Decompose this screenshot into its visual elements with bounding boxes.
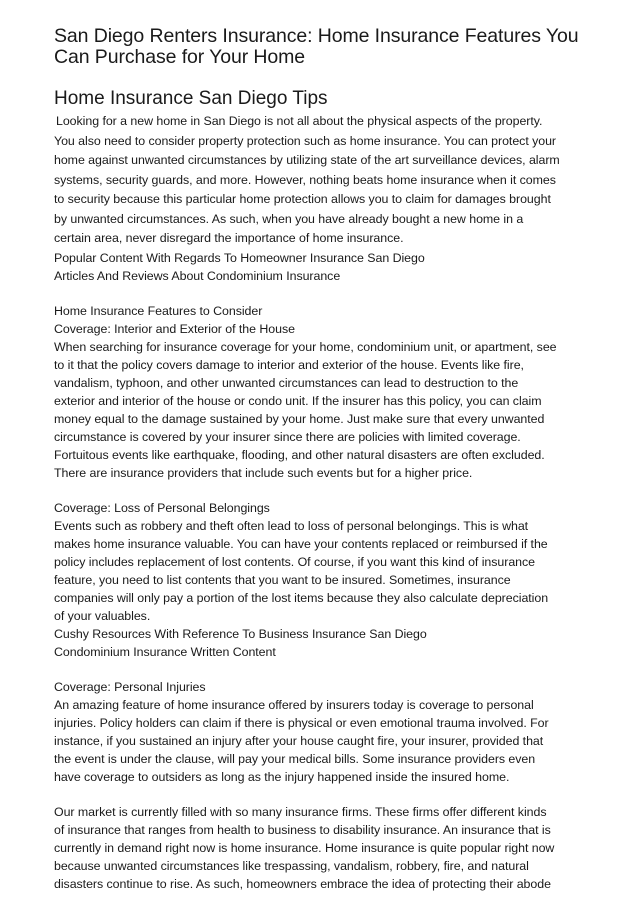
document-title	[54, 26, 594, 68]
body-line: When searching for insurance coverage for your home, condominium unit, or apartment, see	[54, 339, 557, 354]
body-line: have coverage to outsiders as long as the injury happened inside the insured home.	[54, 769, 510, 784]
body-line: injuries. Policy holders can claim if there is physical or even emotional trauma involved. For	[54, 715, 549, 730]
document-subtitle: Home Insurance San Diego Tips	[54, 88, 328, 109]
section-personal-injuries	[54, 678, 594, 786]
intro-line: You also need to consider property protection such as home insurance. You can protect your	[54, 133, 557, 148]
body-line: because unwanted circumstances like trespassing, vandalism, robbery, fire, and natural	[54, 858, 529, 873]
intro-line: Looking for a new home in San Diego is not all about the physical aspects of the property.	[56, 114, 543, 128]
related-links-1	[54, 249, 594, 285]
body-line: circumstance is covered by your insurer since there are policies with limited coverage.	[54, 429, 521, 444]
intro-line: home against unwanted circumstances by utilizing state of the art surveillance devices, alarm	[54, 153, 560, 167]
intro-line: to security because this particular home protection allows you to claim for damages brought	[54, 192, 551, 206]
body-line: disasters continue to rise. As such, homeowners embrace the idea of protecting their abode	[54, 876, 551, 891]
body-line: policy includes replacement of lost contents. Of course, if you want this kind of insurance	[54, 554, 535, 569]
body-line: of your valuables.	[54, 608, 151, 623]
section-market	[54, 803, 594, 893]
related-link[interactable]: Articles And Reviews About Condominium Insurance	[54, 268, 341, 283]
document-page	[54, 26, 594, 893]
body-line: makes home insurance valuable. You can have your contents replaced or reimbursed if the	[54, 536, 548, 551]
body-line: to it that the policy covers damage to interior and exterior of the house. Events like fire,	[54, 357, 524, 372]
section-personal-belongings	[54, 499, 594, 661]
intro-line: by unwanted circumstances. As such, when you have already bought a new home in a	[54, 211, 524, 226]
body-line: companies will only pay a portion of the lost items because they also calculate depreciation	[54, 590, 549, 605]
intro-line: certain area, never disregard the importance of home insurance.	[54, 231, 404, 245]
title-line: Can Purchase for Your Home	[54, 46, 306, 68]
title-line: San Diego Renters Insurance: Home Insurance Features You	[54, 25, 579, 47]
intro-paragraph	[54, 112, 594, 249]
body-line: the event is under the clause, will pay your medical bills. Some insurance providers even	[54, 751, 536, 766]
coverage-heading: Coverage: Interior and Exterior of the House	[54, 321, 295, 336]
body-line: money equal to the damage sustained by your home. Just make sure that every unwanted	[54, 411, 545, 426]
body-line: There are insurance providers that include such events but for a higher price.	[54, 465, 473, 480]
related-link[interactable]: Condominium Insurance Written Content	[54, 644, 276, 659]
body-line: currently in demand right now is home insurance. Home insurance is quite popular right now	[54, 840, 555, 855]
body-line: exterior and interior of the house or condo unit. If the insurer has this policy, you can claim	[54, 393, 542, 408]
body-line: of insurance that ranges from health to business to disability insurance. An insurance that is	[54, 822, 551, 837]
section-heading: Home Insurance Features to Consider	[54, 303, 263, 318]
body-line: feature, you need to list contents that you want to be insured. Sometimes, insurance	[54, 572, 511, 587]
related-link[interactable]: Popular Content With Regards To Homeowner Insurance San Diego	[54, 250, 425, 265]
body-line: instance, if you sustained an injury after your house caught fire, your insurer, provided that	[54, 733, 544, 748]
related-link[interactable]: Cushy Resources With Reference To Business Insurance San Diego	[54, 626, 427, 641]
body-line: An amazing feature of home insurance offered by insurers today is coverage to personal	[54, 697, 534, 712]
body-line: Fortuitous events like earthquake, flooding, and other natural disasters are often excluded.	[54, 447, 545, 462]
body-line: Events such as robbery and theft often lead to loss of personal belongings. This is what	[54, 518, 529, 533]
intro-line: systems, security guards, and more. However, nothing beats home insurance when it comes	[54, 172, 556, 187]
coverage-heading: Coverage: Loss of Personal Belongings	[54, 500, 270, 515]
body-line: vandalism, typhoon, and other unwanted circumstances can lead to destruction to the	[54, 375, 519, 390]
coverage-heading: Coverage: Personal Injuries	[54, 679, 206, 694]
body-line: Our market is currently filled with so many insurance firms. These firms offer different kinds	[54, 804, 547, 819]
section-interior-exterior	[54, 302, 594, 482]
